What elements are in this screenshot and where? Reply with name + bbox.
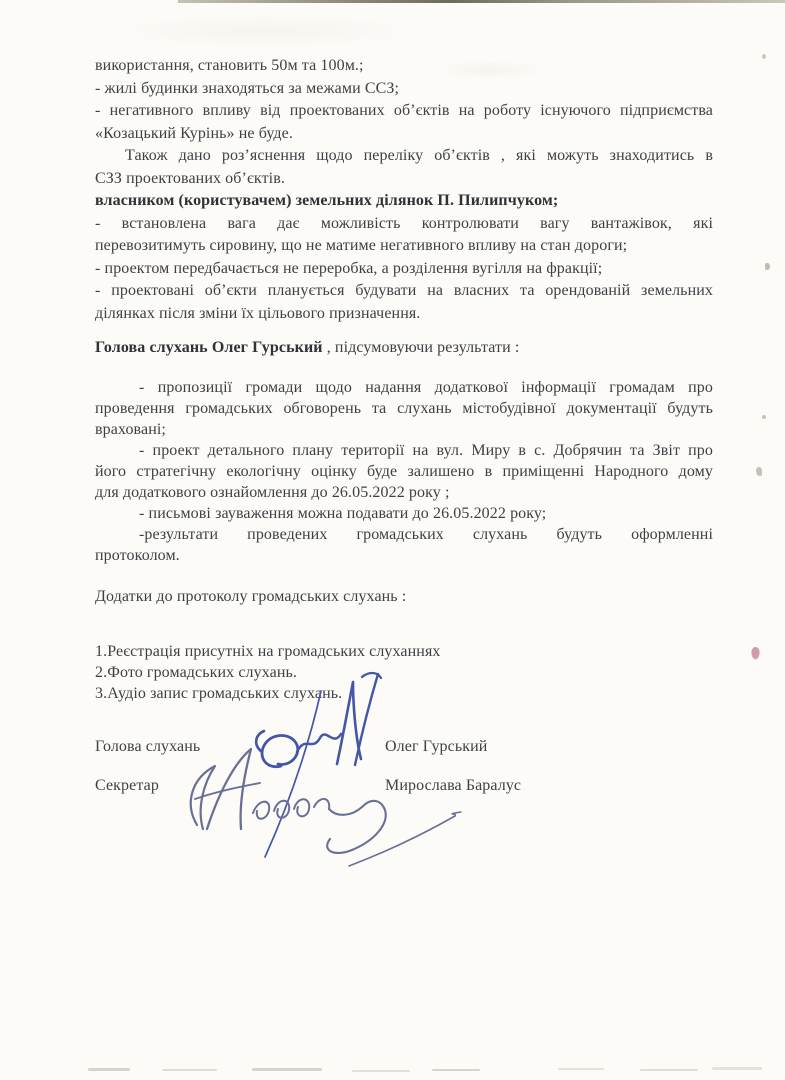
document-line: - письмові зауваження можна подавати до 26.05.2022 року; <box>139 504 547 522</box>
scan-artifact-bottom-speck <box>640 1069 698 1071</box>
scan-artifact-speck <box>756 467 762 476</box>
scan-artifact-bottom-speck <box>352 1070 410 1072</box>
summary-heading <box>95 337 713 360</box>
signature-name: Олег Гурський <box>385 738 488 755</box>
scan-artifact-bottom-speck <box>162 1069 217 1071</box>
document-line: «Козацький Курінь» не буде. <box>95 124 293 142</box>
appendix-item: 3.Аудіо запис громадських слухань. <box>95 685 343 702</box>
document-body <box>95 55 713 799</box>
scan-artifact-speck <box>762 54 766 59</box>
scan-artifact-speck <box>765 263 770 270</box>
scan-artifact-bottom-speck <box>88 1068 130 1071</box>
scan-artifact-pink-mark <box>751 647 760 660</box>
scan-artifact-bottom-speck <box>252 1068 322 1071</box>
document-line: перевозитимуть сировину, що не матиме негативного впливу на стан дороги; <box>95 237 628 254</box>
document-line: використання, становить 50м та 100м.; <box>95 57 364 74</box>
document-line: проведення громадських обговорень та слухань містобудівної документації будуть <box>95 399 713 417</box>
document-line: СЗЗ проектованих об’єктів. <box>95 169 285 187</box>
document-line: -результати проведених громадських слухань будуть оформленні <box>139 525 713 543</box>
summary-heading-bold: Голова слухань Олег Гурський <box>95 339 323 356</box>
document-line: враховані; <box>95 420 166 438</box>
scan-artifact-bottom-speck <box>432 1069 480 1071</box>
document-line: - пропозиції громади щодо надання додаткової інформації громадам про <box>139 378 713 396</box>
appendix-item: 2.Фото громадських слухань. <box>95 664 297 681</box>
scan-artifact-bottom-speck <box>558 1068 604 1070</box>
appendix-title: Додатки до протоколу громадських слухань : <box>95 587 407 605</box>
summary-heading-rest: , підсумовуючи результати : <box>322 339 520 356</box>
document-line: - негативного впливу від проектованих об’єктів на роботу існуючого підприємства <box>95 102 713 119</box>
scan-artifact-smudge <box>100 14 430 48</box>
document-line: - жилі будинки знаходяться за межами ССЗ; <box>95 79 400 97</box>
document-line: - проектом передбачається не переробка, а розділення вугілля на фракції; <box>95 259 603 277</box>
signature-row-secretary <box>95 777 713 799</box>
document-line: Також дано роз’яснення щодо переліку об’єктів , які можуть знаходитись в <box>125 147 713 164</box>
scan-artifact-speck <box>762 415 766 419</box>
paragraph-block-2 <box>95 377 713 566</box>
scan-artifact-bottom-speck <box>712 1067 762 1070</box>
document-line: - проект детального плану території на вул. Миру в с. Добрячин та Звіт про <box>139 441 713 459</box>
signature-name: Мирослава Баралус <box>385 777 522 794</box>
document-line: ділянках після зміни їх цільового призначення. <box>95 304 421 322</box>
scan-artifact-top-edge-line <box>178 0 785 3</box>
document-line: протоколом. <box>95 546 180 564</box>
document-line: - встановлена вага дає можливість контролювати вагу вантажівок, які <box>95 214 713 232</box>
signature-row-chairman <box>95 738 713 760</box>
document-line-bold: власником (користувачем) земельних ділянок П. Пилипчуком; <box>95 192 559 209</box>
document-line: - проектовані об’єкти планується будувати на власних та орендованій земельних <box>95 282 713 299</box>
appendix-item: 1.Реєстрація присутніх на громадських слуханнях <box>95 643 441 660</box>
paragraph-block-1 <box>95 55 713 325</box>
document-line: для додаткового ознайомлення до 26.05.2022 року ; <box>95 483 450 501</box>
document-line: його стратегічну екологічну оцінку буде залишено в приміщенні Народного дому <box>95 462 713 480</box>
appendix-list <box>95 641 713 704</box>
signature-role-label: Секретар <box>95 777 159 794</box>
signature-role-label: Голова слухань <box>95 738 201 755</box>
